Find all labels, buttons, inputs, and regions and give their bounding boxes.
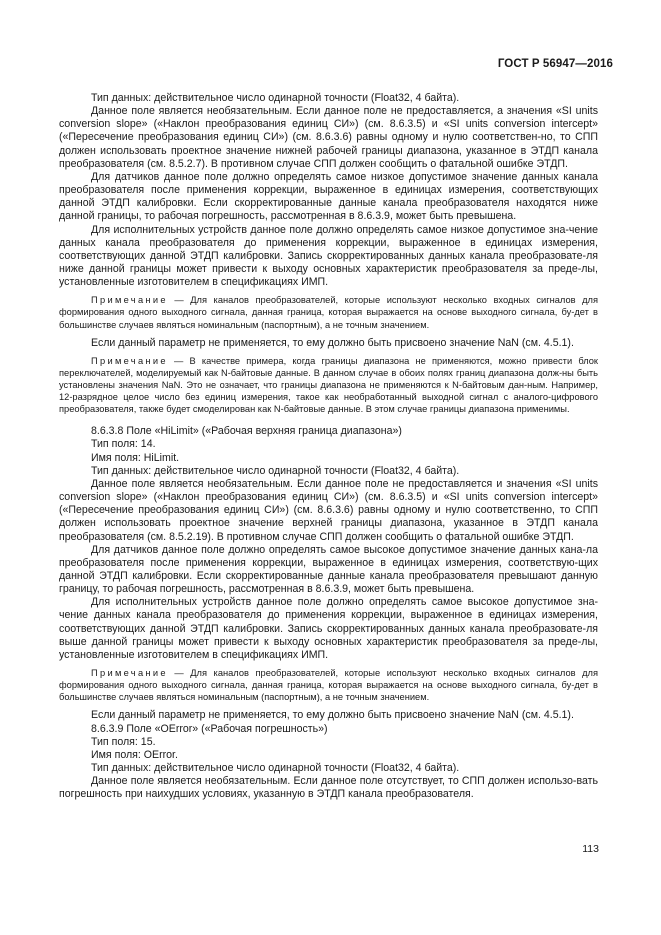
note-block: [59, 294, 598, 330]
note-dash: —: [167, 355, 190, 366]
paragraph: Имя поля: HiLimit.: [91, 451, 180, 464]
page-number: 113: [582, 843, 599, 855]
paragraph: Для исполнительных устройств данное поле должно определять самое высокое допустимое зна-чение данных канала преобразователя до применения коррекции, выраженное в единицах измерения, соответствующих данной ЭТДП калибровки. Запись скорректированных данных канала преобразовате-ля выше данной границы может привести к выходу основных характеристик преобразователя за преде-лы, установленные изготовителем в спецификациях ИМП.: [59, 596, 598, 661]
paragraph: Данное поле является необязательным. Если данное поле не предоставляется, а значения «SI units conversion slope» («Наклон преобразования единиц СИ») (см. 8.6.3.5) и «SI units conversion intercept» («Пересечение преобразования единиц СИ») (см. 8.6.3.6) равны одному и нулю соответствен-но, то СПП должен использовать проектное значение нижней рабочей границы диапазона, указанное в ЭТДП канала преобразователя (см. 8.5.2.7). В противном случае СПП должен сообщить о фатальной ошибке ЭТДП.: [59, 105, 598, 170]
page-content: [59, 92, 598, 801]
document-code-header: ГОСТ Р 56947—2016: [497, 58, 613, 70]
paragraph: Тип данных: действительное число одинарной точности (Float32, 4 байта).: [91, 761, 460, 774]
paragraph: Тип данных: действительное число одинарной точности (Float32, 4 байта).: [91, 92, 460, 104]
paragraph: Если данный параметр не применяется, то ему должно быть присвоено значение NaN (см. 4.5.1).: [91, 709, 574, 722]
paragraph: Данное поле является необязательным. Если данное поле отсутствует, то СПП должен использо-вать погрешность при наихудших условиях, указанную в ЭТДП канала преобразователя.: [59, 775, 598, 801]
note-dash: —: [167, 295, 191, 306]
note-text: Для каналов преобразователей, которые используют несколько входных сигналов для формирования одного выходного сигнала, данная граница, которая выражается на основе выходного сигнала, бу-дет в большинстве случаев являться номинальным (паспортным), а не точным значением.: [59, 668, 598, 703]
paragraph: Тип поля: 15.: [91, 735, 156, 748]
section-heading: 8.6.3.8 Поле «HiLimit» («Рабочая верхняя граница диапазона»): [91, 425, 402, 438]
note-text: Для каналов преобразователей, которые используют несколько входных сигналов для формирования одного выходного сигнала, данная граница, которая выражается на основе выходного сигнала, бу-дет в большинстве случаев являться номинальным (паспортным), а не точным значением.: [59, 295, 598, 330]
note-label: Примечание: [91, 668, 168, 679]
paragraph: Тип поля: 14.: [91, 438, 156, 451]
note-block: [59, 667, 598, 703]
paragraph: Для датчиков данное поле должно определять самое низкое допустимое значение данных канала преобразователя после применения коррекции, выраженное в единицах измерения, соответствующих данной ЭТДП калибровки. Если скорректированные данные канала преобразователя находятся ниже данной границы, то рабочая погрешность, рассмотренная в 8.6.3.9, может быть превышена.: [59, 170, 598, 223]
note-label: Примечание: [91, 295, 168, 306]
section-heading: 8.6.3.9 Поле «OError» («Рабочая погрешность»): [91, 722, 328, 735]
note-label: Примечание: [91, 355, 168, 366]
note-dash: —: [167, 668, 191, 679]
paragraph: Имя поля: OError.: [91, 748, 178, 761]
note-block: [59, 355, 598, 415]
note-text: В качестве примера, когда границы диапазона не применяются, можно привести блок переключателей, моделируемый как N-байтовые данные. В данном случае в обоих полях границ диапазона долж-ны быть установлены значения NaN. Это не означает, что границы диапазона не применяются к N-байтовым дан-ным. Например, 12-разрядное целое число без единиц измерения, такое как необработанный выходной сигнал с аналого-цифрового преобразователя, также будет смоделирован как N-байтовые данные. В этом случае границы диапазона применимы.: [59, 355, 599, 415]
paragraph: Если данный параметр не применяется, то ему должно быть присвоено значение NaN (см. 4.5.1).: [91, 336, 574, 349]
paragraph: Данное поле является необязательным. Если данное поле не предоставляется и значения «SI units conversion slope» («Наклон преобразования единиц СИ») (см. 8.6.3.5) и «SI units conversion intercept» («Пересечение преобразования единиц СИ») (см. 8.6.3.6) равны одному и нулю соответственно, то СПП должен использовать проектное значение верхней границы диапазона, указанное в ЭТДП канала преобразователя (см. 8.5.2.19). В противном случае СПП должен сообщить о фатальной ошибке ЭТДП.: [59, 477, 598, 543]
paragraph: Для исполнительных устройств данное поле должно определять самое низкое допустимое зна-чение данных канала преобразователя до применения коррекции, выраженное в единицах измерения, соответствующих данной ЭТДП калибровки. Запись скорректированных данных канала преобразовате-ля ниже данной границы может привести к выходу основных характеристик преобразователя за преде-лы, установленные изготовителем в спецификациях ИМП.: [59, 223, 598, 289]
paragraph: Тип данных: действительное число одинарной точности (Float32, 4 байта).: [91, 464, 460, 477]
paragraph: Для датчиков данное поле должно определять самое высокое допустимое значение данных кана-ла преобразователя после применения коррекции, выраженное в единицах измерения, соответствую-щих данной ЭТДП калибровки. Если скорректированные данные канала преобразователя превышают данную границу, то рабочая погрешность, рассмотренная в 8.6.3.9, может быть превышена.: [59, 543, 598, 596]
